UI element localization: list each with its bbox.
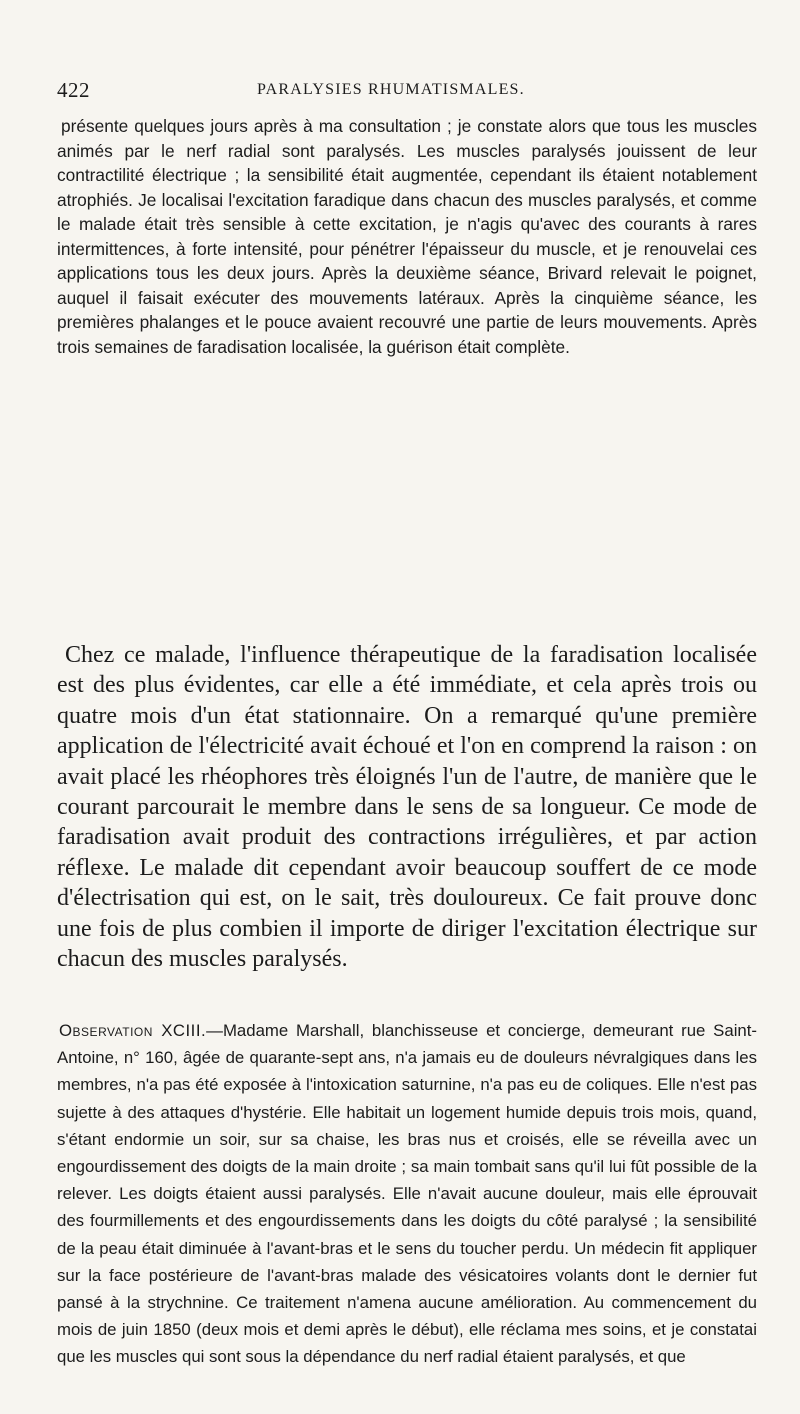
page-header [57,78,757,106]
observation-text: —Madame Marshall, blanchisseuse et concierge, demeurant rue Saint-Antoine, n° 160, âgée de quarante-sept ans, n'a jamais eu de douleurs névralgiques dans les membres, n'a pas été exposée à l'intoxication saturnine, n'a pas eu de coliques. Elle n'est pas sujette à des attaques d'hystérie. Elle habitait un logement humide depuis trois mois, quand, s'étant endormie un soir, sur sa chaise, les bras nus et croisés, elle se réveilla avec un engourdissement des doigts de la main droite ; sa main tombait sans qu'il lui fût possible de la relever. Les doigts étaient aussi paralysés. Elle n'avait aucune douleur, mais elle éprouvait des fourmillements et des engourdissements dans les doigts du côté paralysé ; la sensibilité de la peau était diminuée à l'avant-bras et le sens du toucher perdu. Un médecin fit appliquer sur la face postérieure de l'avant-bras malade des vésicatoires volants dont le dernier fut pansé à la strychnine. Ce traitement n'amena aucune amélioration. Au commencement du mois de juin 1850 (deux mois et demi après le début), elle réclama mes soins, et je constatai que les muscles qui sont sous la dépendance du nerf radial étaient paralysés, et que [57,1021,758,1367]
paragraph-case-continuation: présente quelques jours après à ma consultation ; je constate alors que tous les muscles animés par le nerf radial sont paralysés. Les muscles paralysés jouissent de leur contractilité électrique ; la sensibilité était augmentée, cependant ils étaient notablement atrophiés. Je localisai l'excitation faradique dans chacun des muscles paralysés, et comme le malade était très sensible à cette excitation, je n'agis qu'avec des courants à rares intermittences, à forte intensité, pour pénétrer l'épaisseur du muscle, et je renouvelai ces applications tous les deux jours. Après la deuxième séance, Brivard relevait le poignet, auquel il faisait exécuter des mouvements latéraux. Après la cinquième séance, les premières phalanges et le pouce avaient recouvré une partie de leurs mouvements. Après trois semaines de faradisation localisée, la guérison était complète. [57,116,757,357]
observation-label: Observation XCIII. [59,1021,207,1040]
paragraph-observation [57,1017,757,1371]
running-title: PARALYSIES RHUMATISMALES. [257,81,525,98]
paragraph-commentary: Chez ce malade, l'influence thérapeutique de la faradisation localisée est des plus évidentes, car elle a été immédiate, et cela après trois ou quatre mois d'un état stationnaire. On a remarqué qu'une première application de l'électricité avait échoué et l'on en comprend la raison : on avait placé les rhéophores très éloignés l'un de l'autre, de manière que le courant parcourait le membre dans le sens de sa longueur. Ce mode de faradisation avait produit des contractions irrégulières, et par action réflexe. Le malade dit cependant avoir beaucoup souffert de ce mode d'électrisation qui est, on le sait, très douloureux. Ce fait prouve donc une fois de plus combien il importe de diriger l'excitation électrique sur chacun des muscles paralysés. [57,642,757,973]
page-number: 422 [57,78,90,102]
